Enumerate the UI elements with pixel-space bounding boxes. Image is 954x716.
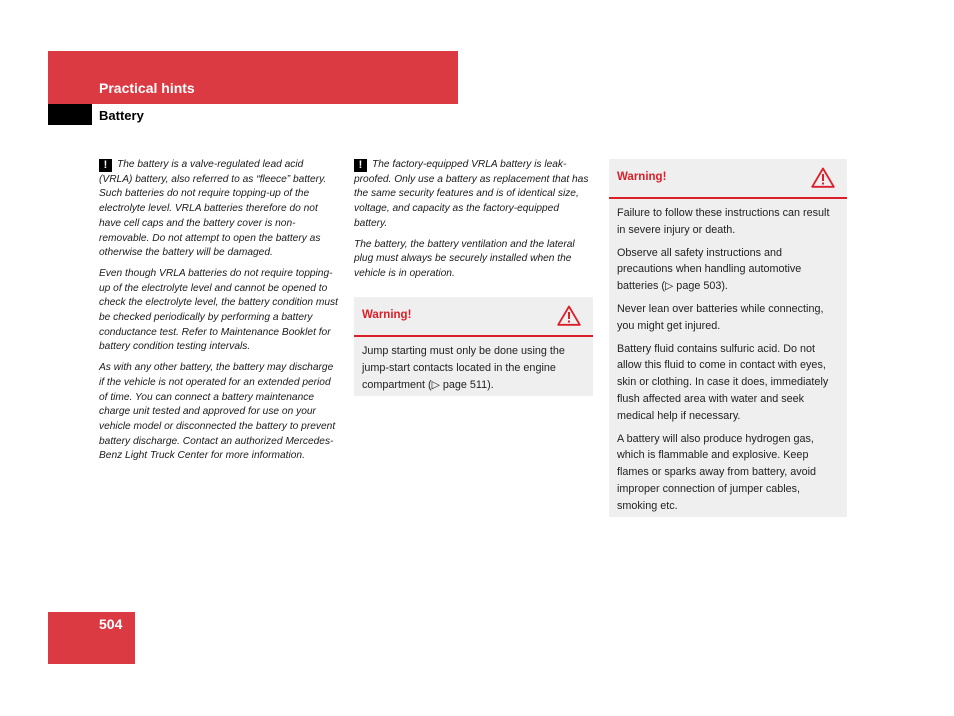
exclamation-icon: !: [354, 159, 367, 172]
header-band: [48, 51, 458, 104]
warning-header: [609, 159, 847, 199]
column-1: [99, 158, 339, 470]
warning-text: A battery will also produce hydrogen gas, which is flammable and explosive. Keep flames or sparks away from battery, avoid improper connection of jumper cables, smoking etc.: [617, 432, 817, 512]
note-paragraph: ! The factory-equipped VRLA battery is leak-proofed. Only use a battery as replacement that has the same security features and is of identical size, voltage, and capacity as the factory-equipped battery.: [354, 159, 589, 229]
warning-text: Failure to follow these instructions can result in severe injury or death.: [617, 207, 830, 236]
warning-text: Jump starting must only be done using the jump-start contacts located in the engine compartment (▷ page 511).: [362, 345, 565, 391]
paragraph: The battery, the battery ventilation and the lateral plug must always be securely installed when the vehicle is in operation.: [354, 238, 575, 279]
subsection-title: Battery: [99, 108, 144, 123]
section-title: Practical hints: [99, 80, 195, 96]
warning-triangle-icon: [557, 305, 581, 326]
note-paragraph: ! The battery is a valve-regulated lead acid (VRLA) battery, also referred to as “fleece” battery. Such batteries do not require topping-up of the electrolyte level. VRLA batteries therefore do not have cell caps and the battery cover is non-removable. Do not attempt to open the battery as otherwise the battery will be damaged.: [99, 159, 327, 259]
warning-header: [354, 297, 593, 337]
section-marker: [48, 104, 92, 125]
warning-body: [609, 199, 847, 529]
column-2: [354, 158, 594, 288]
warning-title: Warning!: [362, 309, 412, 321]
warning-text: Battery fluid contains sulfuric acid. Do not allow this fluid to come in contact with eyes, skin or clothing. In case it does, immediately flush affected area with water and seek medical help if necessary.: [617, 342, 829, 422]
warning-text: Observe all safety instructions and precautions when handling automotive batteries (▷ page 503).: [617, 246, 802, 293]
page-number: 504: [99, 616, 123, 632]
paragraph: As with any other battery, the battery may discharge if the vehicle is not operated for an extended period of time. You can connect a battery maintenance charge unit tested and approved for use on your vehicle model or disconnected the battery to prevent battery discharge. Contact an authorized Mercedes-Benz Light Truck Center for more information.: [99, 362, 336, 462]
warning-text: Never lean over batteries while connecting, you might get injured.: [617, 302, 824, 332]
paragraph: Even though VRLA batteries do not require topping-up of the electrolyte level and cannot be opened to check the electrolyte level, the battery condition must be checked periodically by performing a battery conductance test. Refer to Maintenance Booklet for battery condition testing intervals.: [99, 267, 338, 353]
warning-title: Warning!: [617, 171, 667, 183]
warning-box-battery: [609, 159, 847, 517]
warning-triangle-icon: [811, 167, 835, 188]
exclamation-icon: !: [99, 159, 112, 172]
warning-body: [354, 337, 593, 407]
warning-box-jump-start: [354, 297, 593, 396]
